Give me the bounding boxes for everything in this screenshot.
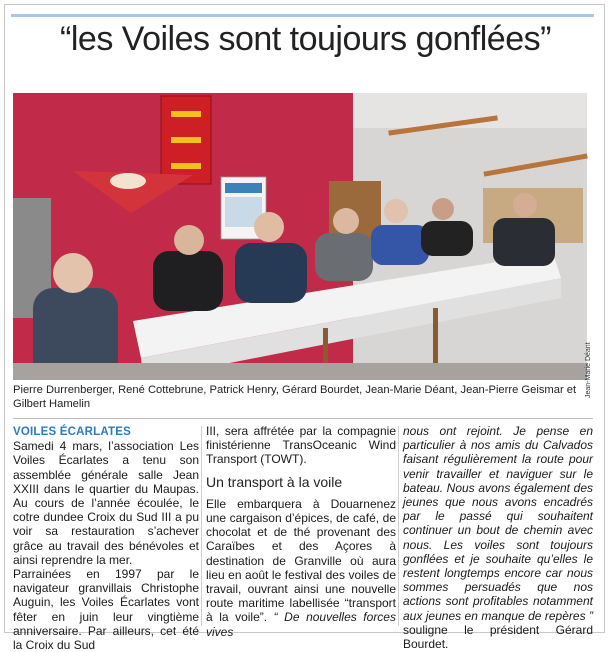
caption-divider (13, 418, 593, 419)
attribution: souligne le président Gérard Bourdet. (403, 622, 593, 652)
quote-text: nous ont rejoint. Je pense en particulier à nos amis du Calvados faisant régulièrement la route pour venir travailler et naviguer sur le bateau. Nous avons également des jeunes que nous avons encadrés par le passé qui souhaitent continuer un bout de chemin avec nous. Les voiles sont toujours gonflées et je souhaite qu’elles le restent longtemps encore car nous sommes persuadés que nos actions sont profitables notamment aux jeunes en manque de repères ” (403, 424, 593, 623)
quote-start: “ De nouvelles forces vives (206, 610, 396, 639)
paragraph-with-attribution (403, 424, 593, 651)
article-column-3 (403, 424, 593, 651)
photo-credit: Jean-Marie Déant (585, 342, 592, 398)
paragraph-with-quote (206, 497, 396, 639)
kicker-line (13, 424, 199, 439)
subheading: Un transport à la voile (206, 473, 343, 490)
article-column-1 (13, 424, 199, 652)
normandy-flag-icon (161, 96, 211, 184)
paragraph: III, sera affrétée par la compagnie finistérienne TransOceanic Wind Transport (TOWT). (206, 424, 396, 467)
column-divider (201, 426, 202, 626)
headline: “les Voiles sont toujours gonflées” (60, 20, 551, 58)
column-divider (398, 426, 399, 626)
paragraph: Elle embarquera à Douarnenez une cargaison d’épices, de café, de chocolat et de thé provenant des Caraïbes et des Açores à destination de Granville où aura lieu en août le festival des voiles de travail, ouvrant ainsi une nouvelle route maritime labellisée “transport à la voile”. (206, 496, 396, 625)
paragraph: Parrainées en 1997 par le navigateur granvillais Christophe Auguin, les Voiles Écarlates vont fêter en juin leur vingtième anniversaire. Par ailleurs, cet été la Croix du Sud (13, 567, 199, 652)
top-rule (11, 14, 594, 17)
kicker: VOILES ÉCARLATES (13, 426, 131, 438)
paragraph: Samedi 4 mars, l’association Les Voiles Écarlates a tenu son assemblée générale salle Jean XXIII dans le quartier du Maupas. Au cours de l’année écoulée, le cotre dundee Croix du Sud III a pu voir sa restauration s’achever grâce au travail des bénévoles et ainsi reprendre la mer. (13, 439, 199, 567)
article-column-2 (206, 424, 396, 639)
photo-caption: Pierre Durrenberger, René Cottebrune, Patrick Henry, Gérard Bourdet, Jean-Marie Déant, Jean-Pierre Geismar et Gilbert Hamelin (13, 384, 577, 410)
